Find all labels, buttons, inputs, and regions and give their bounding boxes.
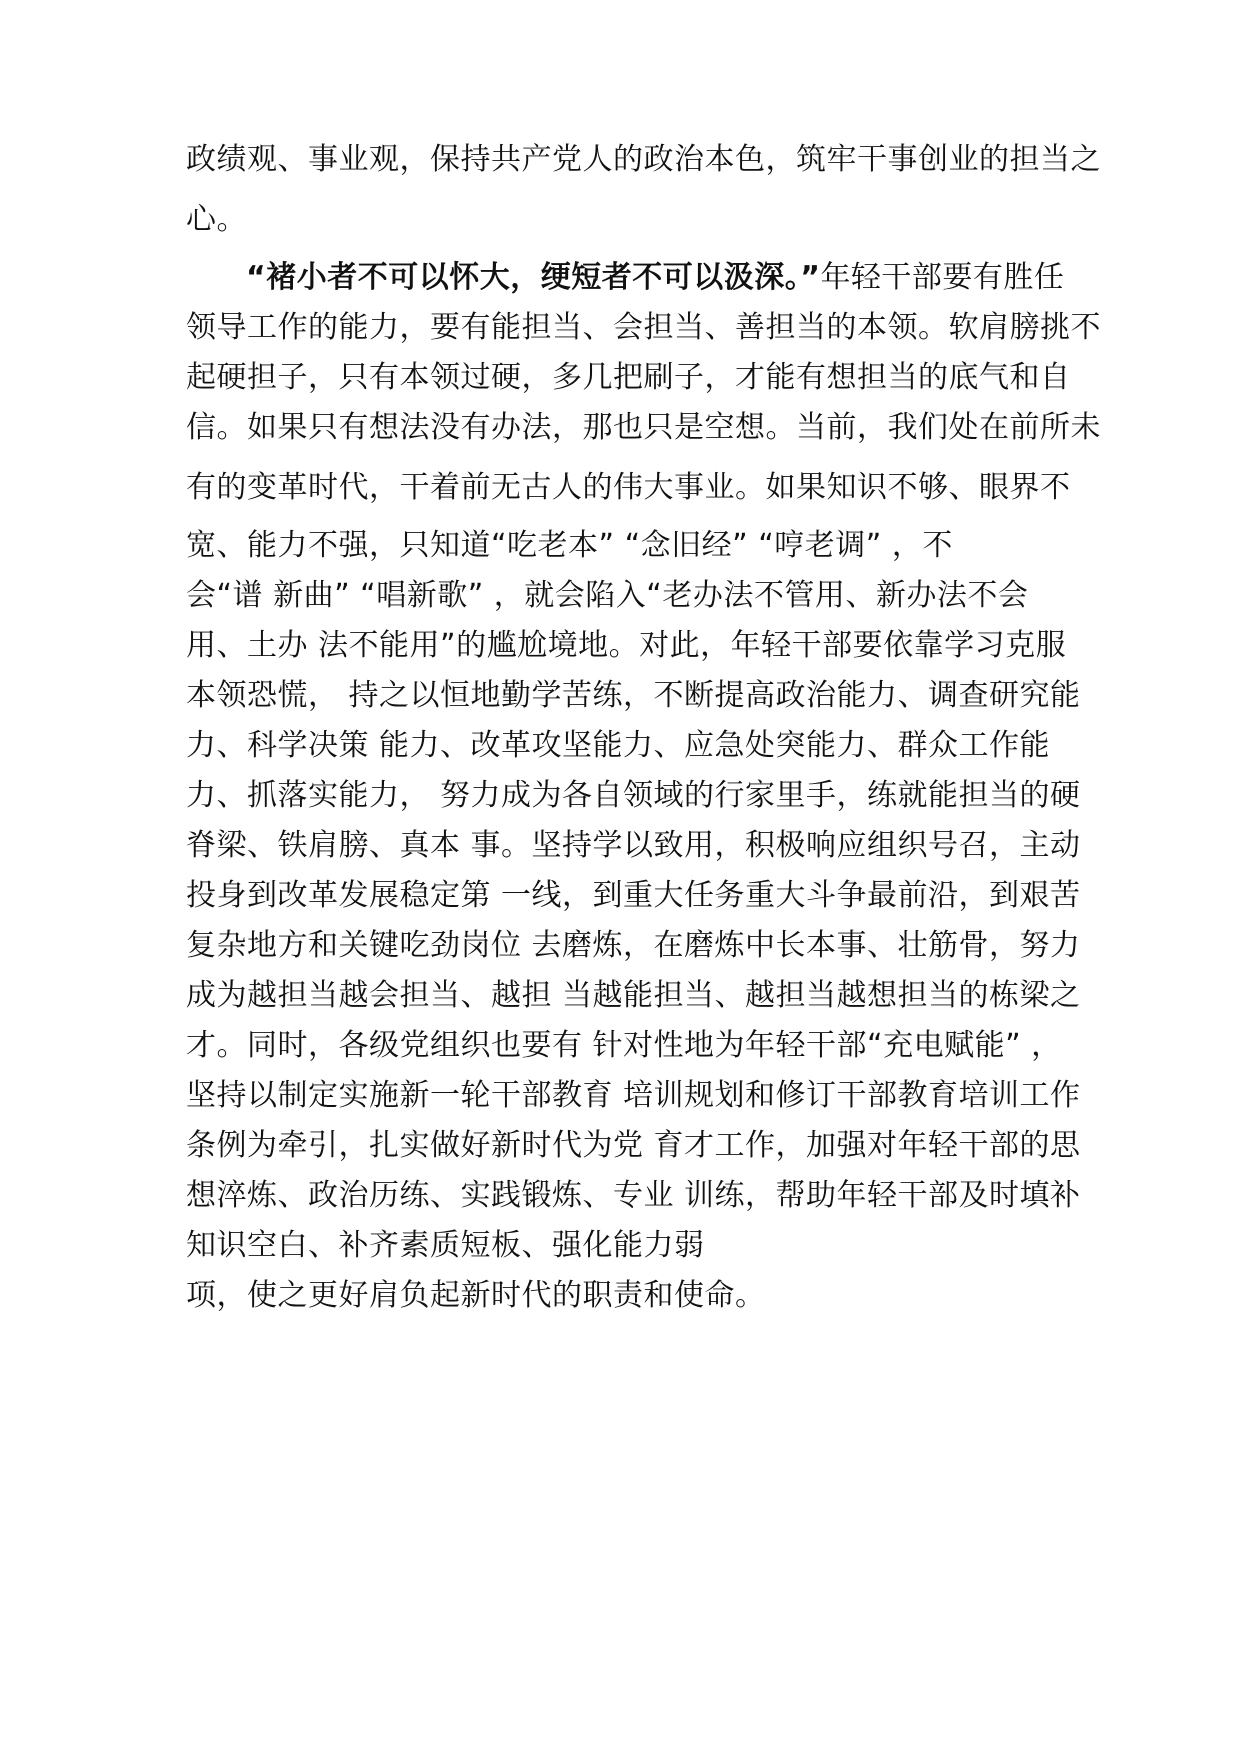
text-line-9: 会“谱 新曲” “唱新歌” ，就会陷入“老办法不管用、新办法不会 <box>186 578 1029 613</box>
text-line-19: 坚持以制定实施新一轮干部教育 培训规划和修订干部教育培训工作 <box>186 1078 1081 1113</box>
text-line-20: 条例为牵引，扎实做好新时代为党 育才工作，加强对年轻干部的思 <box>186 1128 1081 1163</box>
text-line-12: 力、科学决策 能力、改革攻坚能力、应急处突能力、群众工作能 <box>186 728 1051 763</box>
text-line-6: 信。如果只有想法没有办法，那也只是空想。当前，我们处在前所未 <box>186 410 1101 445</box>
text-line-4: 领导工作的能力，要有能担当、会担当、善担当的本领。软肩膀挑不 <box>186 310 1101 345</box>
text-line-1: 政绩观、事业观，保持共产党人的政治本色，筑牢干事创业的担当之 <box>186 142 1101 177</box>
text-line-7: 有的变革时代，干着前无古人的伟大事业。如果知识不够、眼界不 <box>186 470 1071 505</box>
text-line-21: 想淬炼、政治历练、实践锻炼、专业 训练，帮助年轻干部及时填补 <box>186 1178 1081 1213</box>
text-line-18: 才。同时，各级党组织也要有 针对性地为年轻干部“充电赋能” ， <box>186 1028 1062 1063</box>
paragraph-opening <box>246 258 1064 298</box>
text-line-23: 项，使之更好肩负起新时代的职责和使命。 <box>186 1278 766 1313</box>
text-line-10: 用、土办 法不能用”的尴尬境地。对此，年轻干部要依靠学习克服 <box>186 628 1067 663</box>
text-line-14: 脊梁、铁肩膀、真本 事。坚持学以致用，积极响应组织号召，主动 <box>186 828 1081 863</box>
text-line-15: 投身到改革发展稳定第 一线，到重大任务重大斗争最前沿，到艰苦 <box>186 878 1081 913</box>
text-line-17: 成为越担当越会担当、越担 当越能担当、越担当越想担当的栋梁之 <box>186 978 1081 1013</box>
text-line-3: 年轻干部要有胜任 <box>820 260 1065 295</box>
text-line-16: 复杂地方和关键吃劲岗位 去磨炼，在磨炼中长本事、壮筋骨，努力 <box>186 928 1081 963</box>
text-line-11: 本领恐慌， 持之以恒地勤学苦练，不断提高政治能力、调查研究能 <box>186 678 1081 713</box>
text-line-2: 心。 <box>186 202 247 237</box>
text-line-5: 起硬担子，只有本领过硬，多几把刷子，才能有想担当的底气和自 <box>186 360 1071 395</box>
text-line-22: 知识空白、补齐素质短板、强化能力弱 <box>186 1228 705 1263</box>
classical-quote: “褚小者不可以怀大，绠短者不可以汲深。” <box>246 260 821 295</box>
text-line-8: 宽、能力不强，只知道“吃老本” “念旧经” “哼老调” ，不 <box>186 528 953 563</box>
text-line-13: 力、抓落实能力， 努力成为各自领域的行家里手，练就能担当的硬 <box>186 778 1081 813</box>
